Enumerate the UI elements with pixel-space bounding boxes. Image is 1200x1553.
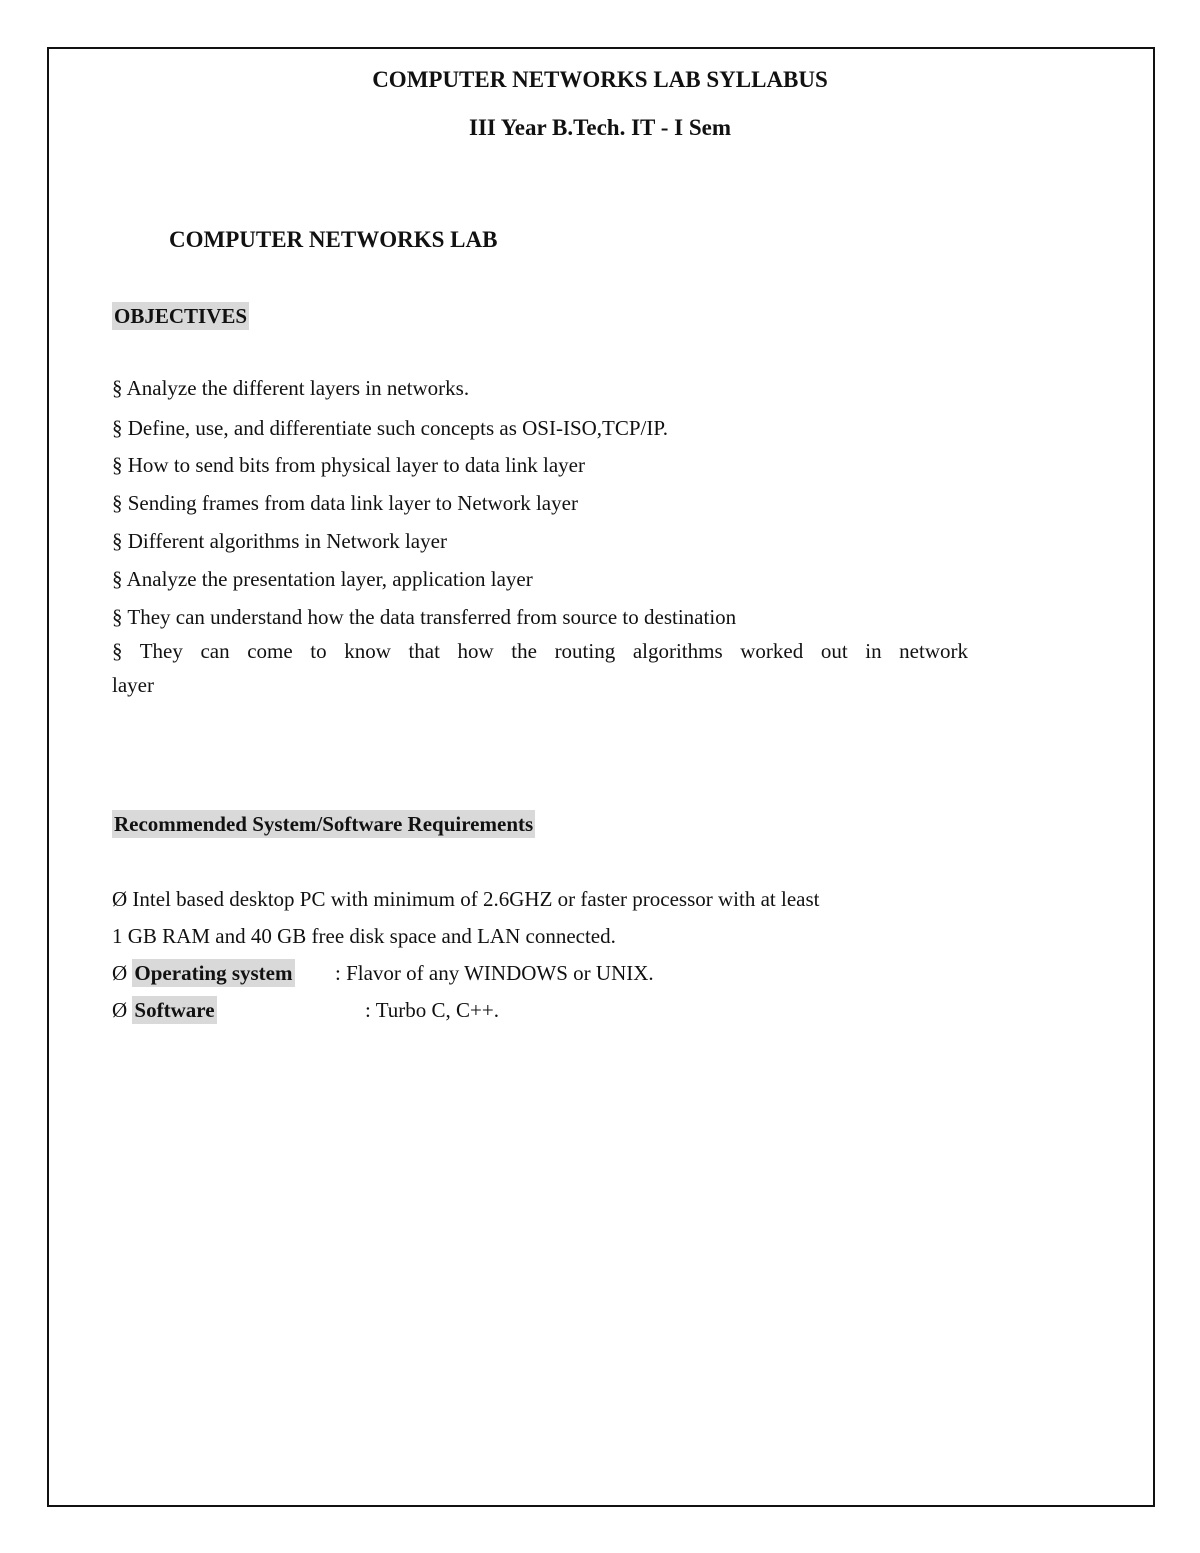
bullet-icon: § <box>112 567 123 591</box>
bullet-icon: § <box>112 605 123 629</box>
course-heading: COMPUTER NETWORKS LAB <box>169 227 498 252</box>
objective-item: § Sending frames from data link layer to Network layer <box>112 491 578 515</box>
requirement-software: Ø Software <box>112 998 215 1022</box>
requirement-os: Ø Operating system <box>112 961 293 985</box>
objective-item: § They can understand how the data transferred from source to destination <box>112 605 737 629</box>
requirement-hardware: Ø Intel based desktop PC with minimum of 2.6GHZ or faster processor with at least <box>112 887 820 911</box>
bullet-icon: § <box>112 453 123 477</box>
bullet-icon: § <box>112 639 123 663</box>
objective-item: § Define, use, and differentiate such concepts as OSI-ISO,TCP/IP. <box>112 416 668 440</box>
document-title: COMPUTER NETWORKS LAB SYLLABUS <box>372 67 828 92</box>
bullet-icon: Ø <box>112 887 128 911</box>
objective-item: § Analyze the presentation layer, application layer <box>112 567 533 591</box>
requirement-os-value: : Flavor of any WINDOWS or UNIX. <box>335 961 654 985</box>
requirement-software-value: : Turbo C, C++. <box>365 998 499 1022</box>
objective-item: § Analyze the different layers in networks. <box>112 376 470 400</box>
bullet-icon: Ø <box>112 998 128 1022</box>
objective-item: § Different algorithms in Network layer <box>112 529 447 553</box>
objective-item: § How to send bits from physical layer to data link layer <box>112 453 585 477</box>
objectives-heading: OBJECTIVES <box>114 304 248 328</box>
bullet-icon: § <box>112 491 123 515</box>
requirements-heading: Recommended System/Software Requirements <box>114 812 534 836</box>
document-subtitle: III Year B.Tech. IT - I Sem <box>469 115 731 140</box>
objective-item: § They can come to know that how the routing algorithms worked out in network <box>112 639 968 663</box>
bullet-icon: § <box>112 416 123 440</box>
requirement-hardware-cont: 1 GB RAM and 40 GB free disk space and LAN connected. <box>112 924 616 948</box>
bullet-icon: Ø <box>112 961 128 985</box>
bullet-icon: § <box>112 376 123 400</box>
objective-continuation: layer <box>112 673 154 697</box>
bullet-icon: § <box>112 529 123 553</box>
page-border <box>47 47 1155 1507</box>
